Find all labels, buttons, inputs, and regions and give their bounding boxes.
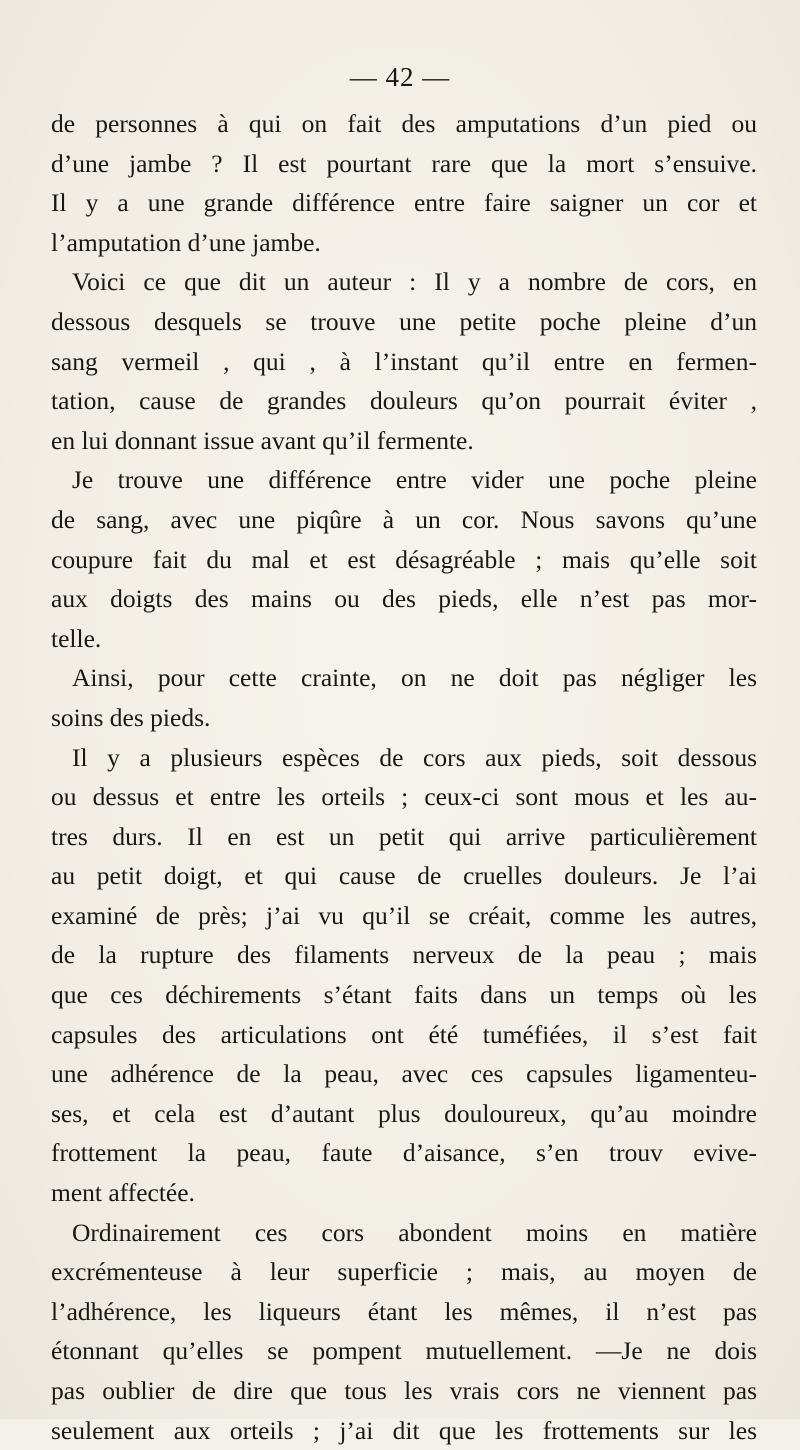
paragraph-5: [51, 738, 757, 1213]
text-line: tres durs. Il en est un petit qui arrive particulièrement: [51, 821, 757, 851]
text-line: Il y a une grande différence entre faire saigner un cor et: [51, 188, 757, 218]
text-line: Voici ce que dit un auteur : Il y a nombre de cors, en: [72, 267, 757, 297]
text-line: Je trouve une différence entre vider une poche pleine: [72, 465, 757, 495]
text-line: d’une jambe ? Il est pourtant rare que la mort s’ensuive.: [51, 148, 757, 178]
text-line: de personnes à qui on fait des amputations d’un pied ou: [51, 109, 757, 138]
paragraph-3: [51, 460, 757, 658]
text-line: de la rupture des filaments nerveux de la peau ; mais: [51, 940, 757, 970]
text-line: frottement la peau, faute d’aisance, s’en trouv evive-: [51, 1138, 757, 1168]
page-number: — 42 —: [349, 62, 451, 92]
paragraph-2: [51, 262, 757, 460]
text-line: étonnant qu’elles se pompent mutuellement. —Je ne dois: [51, 1336, 757, 1366]
text-line: Ainsi, pour cette crainte, on ne doit pas négliger les: [72, 663, 757, 693]
paragraph-6: [51, 1213, 757, 1450]
text-line: ment affectée.: [51, 1178, 195, 1208]
text-line: que ces déchirements s’étant faits dans un temps où les: [51, 980, 757, 1010]
text-line: tation, cause de grandes douleurs qu’on pourrait éviter ,: [51, 386, 757, 416]
text-line: seulement aux orteils ; j’ai dit que les frottements sur les: [51, 1415, 757, 1445]
text-line: l’amputation d’une jambe.: [51, 227, 321, 257]
text-line: ou dessus et entre les orteils ; ceux-ci sont mous et les au-: [51, 782, 757, 812]
text-line: Il y a plusieurs espèces de cors aux pieds, soit dessous: [72, 742, 757, 772]
text-line: capsules des articulations ont été tuméfiées, il s’est fait: [51, 1019, 757, 1049]
text-line: l’adhérence, les liqueurs étant les mêmes, il n’est pas: [51, 1296, 757, 1326]
text-line: au petit doigt, et qui cause de cruelles douleurs. Je l’ai: [51, 861, 757, 891]
text-line: Ordinairement ces cors abondent moins en matière: [72, 1217, 757, 1247]
text-line: pas oublier de dire que tous les vrais cors ne viennent pas: [51, 1376, 757, 1405]
text-line: telle.: [51, 623, 102, 653]
text-line: en lui donnant issue avant qu’il fermente.: [51, 425, 474, 455]
text-line: de sang, avec une piqûre à un cor. Nous savons qu’une: [51, 504, 757, 534]
text-line: dessous desquels se trouve une petite poche pleine d’un: [51, 306, 757, 336]
text-line: excrémenteuse à leur superficie ; mais, au moyen de: [51, 1257, 757, 1287]
body-text: [51, 104, 757, 1450]
text-line: aux doigts des mains ou des pieds, elle n’est pas mor-: [51, 584, 757, 614]
paragraph-1: [51, 104, 757, 262]
text-line: examiné de près; j’ai vu qu’il se créait, comme les autres,: [51, 900, 757, 930]
text-line: coupure fait du mal et est désagréable ; mais qu’elle soit: [51, 544, 757, 574]
text-line: sang vermeil , qui , à l’instant qu’il entre en fermen-: [51, 346, 757, 376]
text-line: une adhérence de la peau, avec ces capsules ligamenteu-: [51, 1059, 757, 1089]
paragraph-4: [51, 658, 757, 737]
text-line: soins des pieds.: [51, 702, 211, 732]
text-line: ses, et cela est d’autant plus douloureux, qu’au moindre: [51, 1098, 757, 1128]
